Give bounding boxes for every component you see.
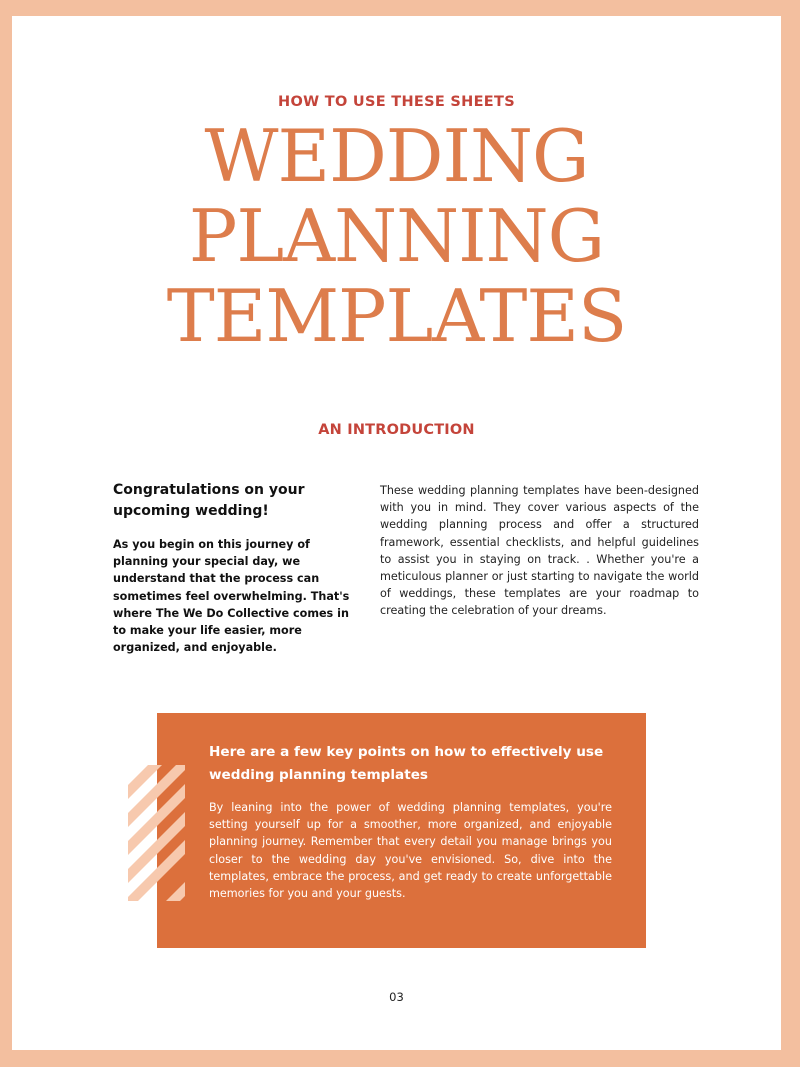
section-heading: AN INTRODUCTION [318, 422, 475, 438]
intro-left-body: As you begin on this journey of planning your special day, we understand that the process can sometimes feel overwhelming. That's where The We Do Collective comes in to make your life easier, more organized, and enjoyable. [113, 538, 350, 655]
congratulations-headline: Congratulations on your upcoming wedding! [113, 482, 305, 519]
intro-right-body: These wedding planning templates have been-designed with you in mind. They cover various aspects of the wedding planning process and offer a structured framework, essential checklists, and helpful guidelines to assist you in staying on track. . Whether you're a meticulous planner or just starting to navigate the world of weddings, these templates are your roadmap to creating the celebration of your dreams. [380, 484, 699, 618]
key-points-callout [157, 713, 646, 948]
title-line-3: TEMPLATES [166, 274, 627, 358]
title-line-1: WEDDING [204, 114, 589, 198]
title-line-2: PLANNING [188, 194, 605, 278]
diagonal-stripes-decoration [128, 765, 185, 901]
callout-body: By leaning into the power of wedding planning templates, you're setting yourself up for a smoother, more organized, and enjoyable planning journey. Remember that every detail you manage brings you closer to the wedding day you've envisioned. So, dive into the templates, embrace the process, and get ready to create unforgettable memories for you and your guests. [209, 801, 612, 901]
intro-left-column [113, 480, 353, 656]
document-page [12, 16, 781, 1050]
page-number: 03 [389, 990, 404, 1004]
callout-heading: Here are a few key points on how to effectively use wedding planning templates [209, 744, 604, 783]
eyebrow-heading: HOW TO USE THESE SHEETS [278, 94, 515, 110]
